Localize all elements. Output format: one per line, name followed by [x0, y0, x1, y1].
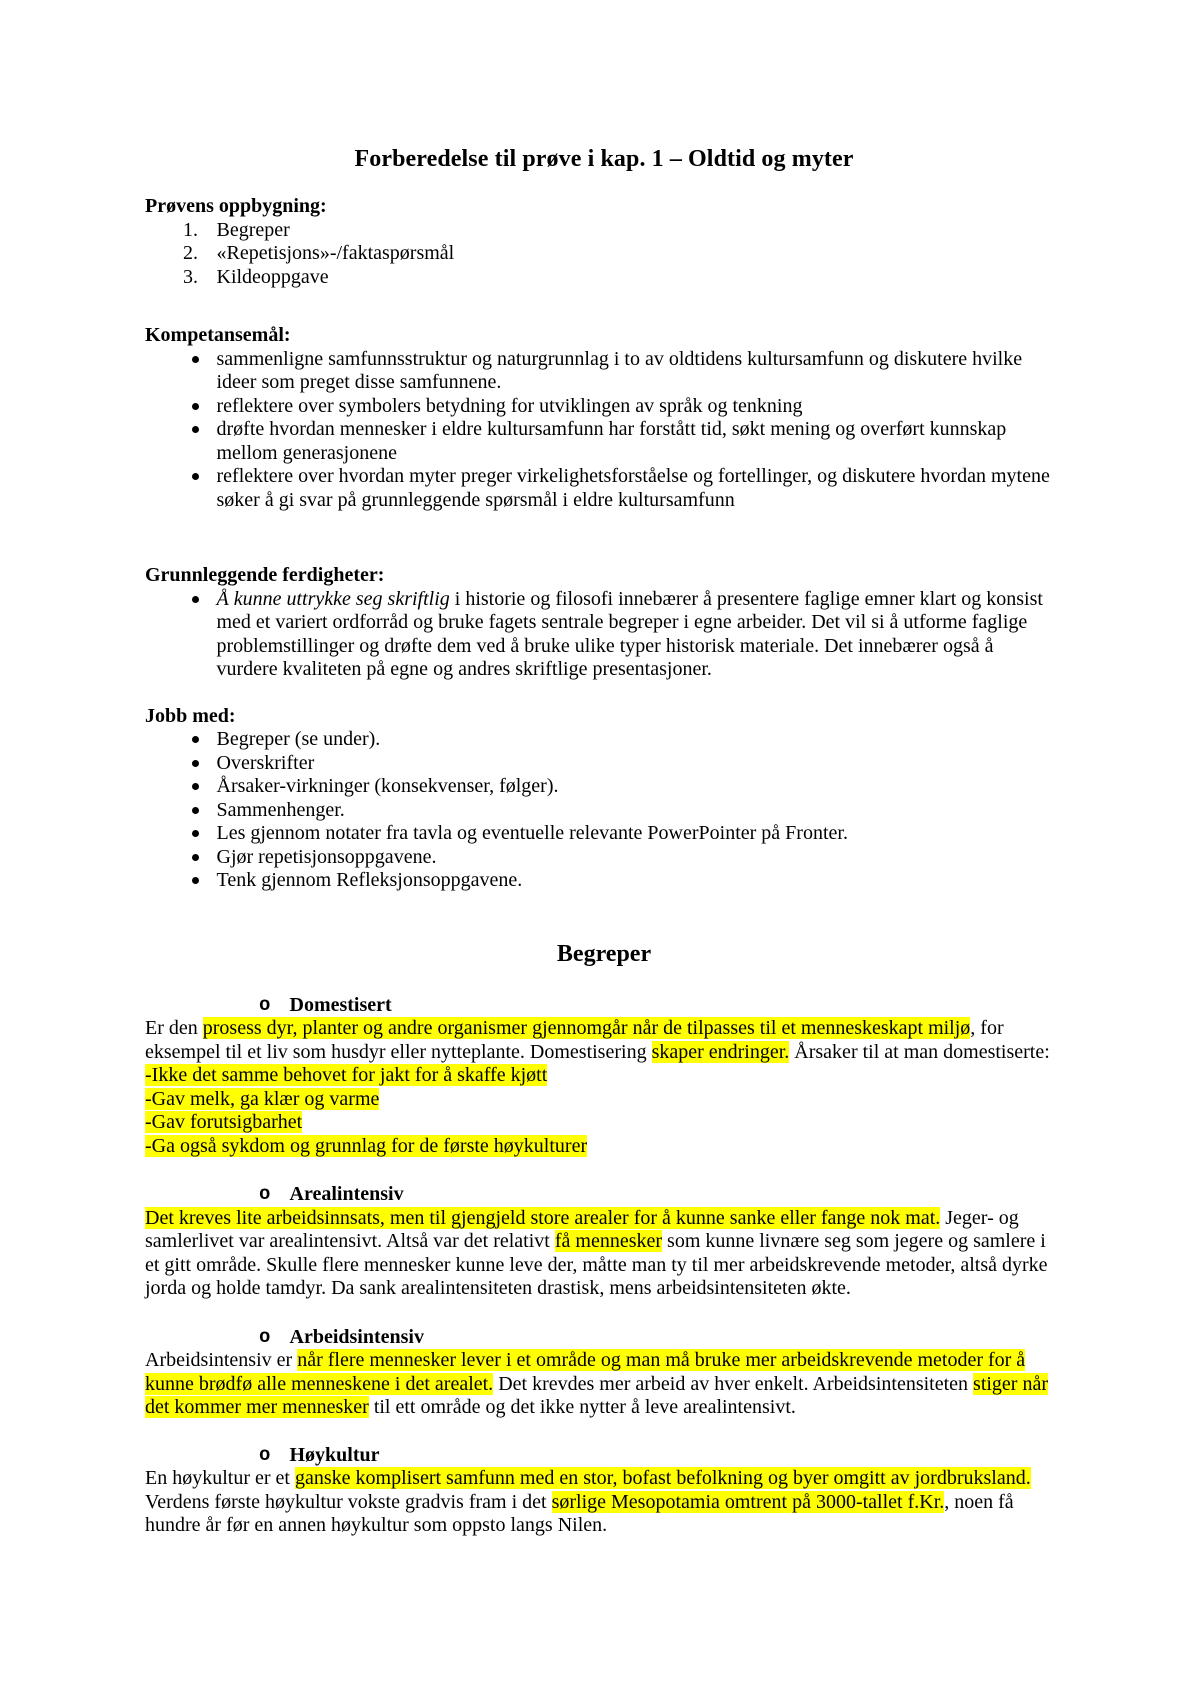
list-item-line	[217, 611, 1086, 635]
concept-term-heading	[145, 1444, 1085, 1468]
list-item-text: Begreper (se under).	[216, 728, 381, 750]
bullet-list-item	[145, 775, 1085, 799]
bullet-list-item	[145, 588, 1085, 682]
bullet-list-item	[145, 799, 1085, 823]
concept-description	[145, 1017, 1085, 1158]
bullet-icon	[192, 877, 199, 884]
list-item-text: Begreper	[216, 218, 290, 241]
list-marker: o	[259, 993, 271, 1016]
text-segment: Verdens første høykultur vokste gradvis fram i det	[145, 1490, 552, 1513]
text-segment: samlerlivet var arealintensivt. Altså var det relativt	[145, 1230, 555, 1252]
highlighted-text: stiger når	[973, 1372, 1049, 1395]
text-segment: En høykultur er et	[145, 1467, 295, 1489]
numbered-list-item	[145, 219, 1085, 243]
bullet-list-item	[145, 465, 1085, 512]
bullet-icon	[192, 736, 199, 743]
text-segment: , for	[970, 1017, 1004, 1039]
text-line	[145, 1277, 1085, 1301]
bullet-list-item	[145, 846, 1085, 870]
text-line	[145, 1491, 1085, 1515]
list-item-line	[217, 635, 1086, 659]
bullet-icon	[192, 807, 199, 814]
concept-hoykultur	[145, 1444, 1085, 1538]
list-item-text: «Repetisjons»-/faktaspørsmål	[216, 242, 455, 264]
concepts-heading: Begreper	[556, 940, 652, 967]
list-item-line: sammenligne samfunnsstruktur og naturgrunnlag i to av oldtidens kultursamfunn og diskutere hvilke	[216, 347, 1023, 370]
numbered-list-item	[145, 242, 1085, 266]
concept-description	[145, 1467, 1085, 1538]
bullet-list-item	[145, 822, 1085, 846]
bullet-icon	[192, 473, 199, 480]
bullet-icon	[192, 356, 199, 363]
text-segment: Jeger- og	[940, 1206, 1019, 1229]
bullet-icon	[192, 403, 199, 410]
text-segment: til ett område og det ikke nytter å leve arealintensivt.	[368, 1396, 796, 1418]
list-item-line: søker å gi svar på grunnleggende spørsmål i eldre kultursamfunn	[216, 488, 735, 511]
concept-description	[145, 1207, 1085, 1301]
highlighted-text: -Gav forutsigbarhet	[145, 1111, 303, 1133]
competence-goals-list	[145, 348, 1085, 513]
basic-skills-heading: Grunnleggende ferdigheter:	[145, 564, 385, 586]
highlighted-text: -Ikke det samme behovet for jakt for å skaffe kjøtt	[145, 1064, 548, 1086]
list-marker: o	[259, 1443, 271, 1466]
bullet-icon	[192, 596, 199, 603]
list-marker: o	[259, 1183, 271, 1205]
text-line	[145, 1064, 1085, 1088]
highlighted-text: prosess dyr, planter og andre organismer gjennomgår når de tilpasses til et menneskeskapt miljø	[202, 1017, 971, 1039]
list-item-line: reflektere over symbolers betydning for utviklingen av språk og tenkning	[216, 394, 803, 417]
text-segment: i historie og filosofi innebærer å presentere faglige emner klart og konsist	[449, 587, 1043, 610]
list-item-text: Sammenhenger.	[216, 798, 345, 821]
bullet-list-item	[145, 395, 1085, 419]
list-item-line: ideer som preget disse samfunnene.	[216, 371, 502, 393]
text-segment: et gitt område. Skulle flere mennesker kunne leve der, måtte man ty til mer arbeidskrevende metoder, altså dyrke	[145, 1253, 1048, 1276]
work-with-list	[145, 728, 1085, 893]
list-item-text: Overskrifter	[216, 751, 315, 774]
competence-goals-heading: Kompetansemål:	[145, 324, 291, 346]
text-line	[145, 1041, 1085, 1065]
text-segment: Er den	[145, 1017, 203, 1039]
concept-term: Arealintensiv	[289, 1183, 404, 1205]
list-item-text: Les gjennom notater fra tavla og eventuelle relevante PowerPointer på Fronter.	[216, 822, 848, 844]
list-number: 2.	[183, 242, 198, 264]
list-number: 3.	[183, 265, 198, 288]
list-item-text: Gjør repetisjonsoppgavene.	[216, 845, 437, 868]
text-line	[145, 1207, 1085, 1231]
highlighted-text: det kommer mer mennesker	[145, 1396, 369, 1418]
emphasis-text: Å kunne uttrykke seg skriftlig	[216, 587, 450, 610]
highlighted-text: -Ga også sykdom og grunnlag for de første høykulturer	[145, 1134, 588, 1157]
text-segment: Årsaker til at man domestiserte:	[789, 1040, 1050, 1063]
bullet-list-item	[145, 869, 1085, 893]
concept-term-heading	[145, 994, 1085, 1018]
bullet-icon	[192, 854, 199, 861]
text-line	[145, 1111, 1085, 1135]
bullet-list-item	[145, 348, 1085, 395]
concept-arealintensiv	[145, 1183, 1085, 1301]
concept-term: Domestisert	[289, 993, 392, 1016]
text-line	[145, 1467, 1085, 1491]
highlighted-text: skaper endringer.	[651, 1040, 790, 1063]
list-number: 1.	[183, 218, 198, 241]
text-segment: vurdere kvaliteten på egne og andres skriftlige presentasjoner.	[216, 658, 712, 680]
list-item-text: Tenk gjennom Refleksjonsoppgavene.	[216, 869, 523, 891]
basic-skills-list	[145, 588, 1085, 682]
highlighted-text: når flere mennesker lever i et område og man må bruke mer arbeidskrevende metoder for å	[297, 1349, 1026, 1371]
concept-arbeidsintensiv	[145, 1326, 1085, 1420]
test-structure-list	[145, 219, 1085, 290]
list-item-text: Kildeoppgave	[216, 265, 329, 288]
text-segment: problemstillinger og drøfte dem ved å bruke ulike typer historisk materiale. Det innebærer også å	[216, 634, 994, 657]
text-segment: Det krevdes mer arbeid av hver enkelt. Arbeidsintensiteten	[493, 1372, 974, 1395]
text-segment: med et variert ordforråd og bruke fagets sentrale begreper i egne arbeider. Det vil si å utforme faglige	[216, 611, 1028, 633]
highlighted-text: få mennesker	[554, 1230, 663, 1252]
test-structure-heading: Prøvens oppbygning:	[145, 195, 327, 217]
list-item-text: Årsaker-virkninger (konsekvenser, følger).	[216, 775, 559, 797]
work-with-heading: Jobb med:	[145, 704, 236, 727]
list-item-line: drøfte hvordan mennesker i eldre kultursamfunn har forstått tid, søkt mening og overført kunnskap	[216, 418, 1007, 440]
text-line	[145, 1349, 1085, 1373]
document-content	[145, 145, 1085, 1538]
text-segment: Arbeidsintensiv er	[145, 1349, 298, 1371]
concept-term: Høykultur	[289, 1443, 380, 1466]
highlighted-text: ganske komplisert samfunn med en stor, bofast befolkning og byer omgitt av jordbruksland.	[294, 1467, 1031, 1489]
document-title: Forberedelse til prøve i kap. 1 – Oldtid og myter	[354, 146, 854, 172]
concept-domestisert	[145, 994, 1085, 1159]
list-item-line: mellom generasjonene	[216, 441, 397, 464]
text-line	[145, 1396, 1085, 1420]
highlighted-text: sørlige Mesopotamia omtrent på 3000-tallet f.Kr.	[551, 1490, 945, 1513]
concept-term: Arbeidsintensiv	[289, 1325, 424, 1348]
concept-term-heading	[145, 1326, 1085, 1350]
text-segment: jorda og holde tamdyr. Da sank arealintensiteten drastisk, mens arbeidsintensiteten økte.	[145, 1277, 851, 1299]
list-item-line	[217, 588, 1086, 612]
concept-description	[145, 1349, 1085, 1420]
list-item-line: reflektere over hvordan myter preger virkelighetsforståelse og fortellinger, og diskutere hvordan mytene	[216, 465, 1050, 487]
text-line	[145, 1017, 1085, 1041]
list-marker: o	[259, 1325, 271, 1348]
text-segment: som kunne livnære seg som jegere og samlere i	[662, 1230, 1046, 1252]
bullet-icon	[192, 783, 199, 790]
bullet-list-item	[145, 728, 1085, 752]
text-segment: , noen få	[944, 1490, 1014, 1513]
concept-term-heading	[145, 1183, 1085, 1207]
text-segment: hundre år før en annen høykultur som oppsto langs Nilen.	[145, 1514, 608, 1536]
list-item-line	[217, 658, 1086, 682]
highlighted-text: kunne brødfø alle menneskene i det arealet.	[145, 1372, 494, 1395]
text-line	[145, 1254, 1085, 1278]
text-line	[145, 1135, 1085, 1159]
text-line	[145, 1230, 1085, 1254]
bullet-list-item	[145, 752, 1085, 776]
bullet-icon	[192, 830, 199, 837]
highlighted-text: Det kreves lite arbeidsinnsats, men til gjengjeld store arealer for å kunne sanke eller fange nok mat.	[145, 1206, 941, 1229]
bullet-list-item	[145, 418, 1085, 465]
text-line	[145, 1088, 1085, 1112]
text-line	[145, 1373, 1085, 1397]
numbered-list-item	[145, 266, 1085, 290]
text-segment: eksempel til et liv som husdyr eller nytteplante. Domestisering	[145, 1040, 652, 1063]
highlighted-text: -Gav melk, ga klær og varme	[145, 1087, 380, 1110]
bullet-icon	[192, 760, 199, 767]
bullet-icon	[192, 426, 199, 433]
text-line	[145, 1514, 1085, 1538]
